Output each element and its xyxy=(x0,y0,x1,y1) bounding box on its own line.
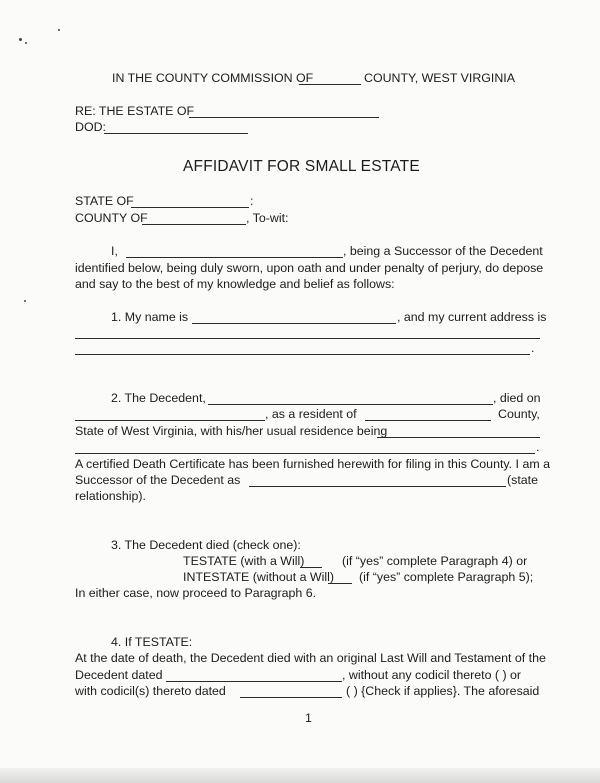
p4-without-codicil: , without any codicil thereto ( ) or xyxy=(342,668,522,682)
p2-decedent-blank[interactable] xyxy=(208,404,493,405)
p1-period: . xyxy=(531,341,535,355)
scan-bottom-edge xyxy=(0,768,600,783)
p4-lead: 4. If TESTATE: xyxy=(111,635,193,649)
p3-testate-blank[interactable] xyxy=(300,567,322,568)
p2-date-blank[interactable] xyxy=(75,420,265,421)
page-number: 1 xyxy=(305,711,312,725)
p2-relationship-blank[interactable] xyxy=(249,486,506,487)
scan-speck xyxy=(24,300,26,302)
dod-label: DOD: xyxy=(75,120,106,134)
p4-with-codicil: with codicil(s) thereto dated xyxy=(75,684,226,698)
p2-state-label: State of West Virginia, with his/her usual residence being xyxy=(75,424,388,438)
p1-address-line-2[interactable] xyxy=(75,354,530,355)
county-of-blank[interactable] xyxy=(142,224,246,225)
p4-check-if-applies: ( ) {Check if applies}. The aforesaid xyxy=(346,684,540,698)
p2-cert-line: A certified Death Certificate has been furnished herewith for filing in this County. I am a xyxy=(75,457,550,471)
p2-resident-label: , as a resident of xyxy=(265,407,357,421)
p2-period: . xyxy=(536,440,540,454)
state-colon: : xyxy=(250,194,254,208)
estate-blank[interactable] xyxy=(189,117,379,118)
p4-will-date-blank[interactable] xyxy=(166,681,342,682)
scan-speck xyxy=(25,42,27,44)
p4-codicil-date-blank[interactable] xyxy=(240,697,342,698)
header-county-commission: IN THE COUNTY COMMISSION OF xyxy=(112,71,314,85)
re-estate-label: RE: THE ESTATE OF xyxy=(75,104,195,118)
state-blank[interactable] xyxy=(131,207,249,208)
p3-intestate-blank[interactable] xyxy=(328,583,352,584)
scan-speck xyxy=(58,29,60,31)
p2-relationship: relationship). xyxy=(75,489,146,503)
p2-decedent-label: 2. The Decedent, xyxy=(111,391,206,405)
p2-county-label: County, xyxy=(498,407,540,421)
intro-successor: , being a Successor of the Decedent xyxy=(343,244,543,258)
p3-either-case: In either case, now proceed to Paragraph 6. xyxy=(75,586,317,600)
to-wit-label: , To-wit: xyxy=(246,211,289,225)
p3-intestate-label: INTESTATE (without a Will) xyxy=(183,570,334,584)
county-blank[interactable] xyxy=(299,84,361,85)
p2-residence-blank[interactable] xyxy=(377,437,540,438)
scan-speck xyxy=(19,38,22,41)
p3-testate-note: (if “yes” complete Paragraph 4) or xyxy=(342,554,528,568)
document-title: AFFIDAVIT FOR SMALL ESTATE xyxy=(183,158,420,175)
p1-address-label: , and my current address is xyxy=(397,310,547,324)
intro-line-3: and say to the best of my knowledge and belief as follows: xyxy=(75,277,395,291)
county-of-label: COUNTY OF xyxy=(75,211,148,225)
p2-state-rel: (state xyxy=(507,473,538,487)
dod-blank[interactable] xyxy=(104,133,248,134)
intro-line-2: identified below, being duly sworn, upon oath and under penalty of perjury, do depose xyxy=(75,261,544,275)
p2-died-on: , died on xyxy=(493,391,541,405)
p1-name-blank[interactable] xyxy=(192,323,396,324)
p4-line-1: At the date of death, the Decedent died with an original Last Will and Testament of the xyxy=(75,651,546,665)
p1-name-label: 1. My name is xyxy=(111,310,189,324)
state-of-label: STATE OF xyxy=(75,194,134,208)
p3-testate-label: TESTATE (with a Will) xyxy=(183,554,305,568)
p1-address-line-1[interactable] xyxy=(75,338,540,339)
p4-dated-label: Decedent dated xyxy=(75,668,163,682)
p2-successor-label: Successor of the Decedent as xyxy=(75,473,241,487)
p3-intestate-note: (if “yes” complete Paragraph 5); xyxy=(359,570,534,584)
p3-lead: 3. The Decedent died (check one): xyxy=(111,538,301,552)
p2-residence-line-2[interactable] xyxy=(75,453,535,454)
p2-county-blank[interactable] xyxy=(365,420,491,421)
affiant-name-blank[interactable] xyxy=(126,257,343,258)
intro-i: I, xyxy=(111,244,118,258)
header-county-west-virginia: COUNTY, WEST VIRGINIA xyxy=(364,71,516,85)
